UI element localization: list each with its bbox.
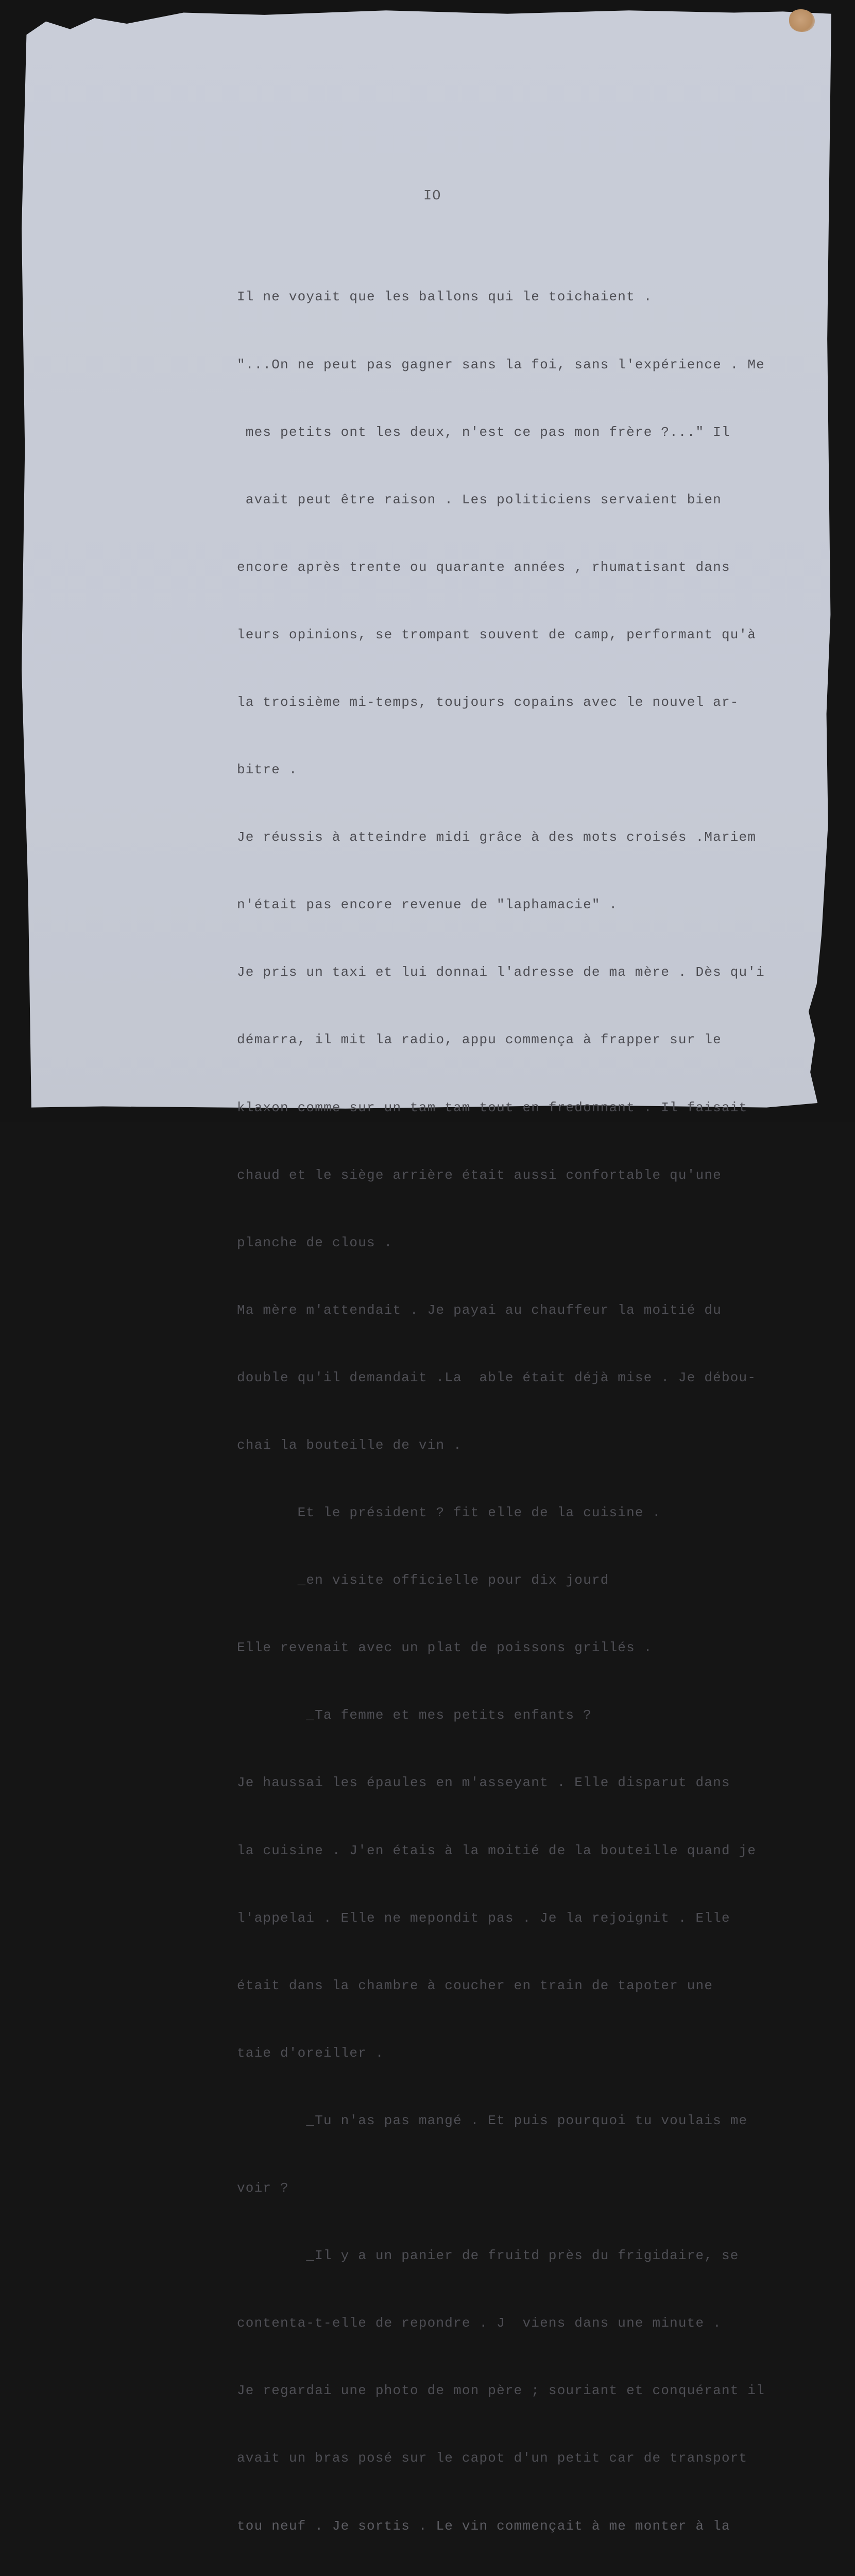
text-line: l'appelai . Elle ne mepondit pas . Je la rejoignit . Elle [237, 1910, 730, 1926]
text-line: la cuisine . J'en étais à la moitié de la bouteille quand je [237, 1842, 757, 1858]
text-line: _en visite officielle pour dix jourd [237, 1572, 609, 1588]
text-line: Il ne voyait que les ballons qui le toichaient . [237, 289, 653, 305]
text-line: Ma mère m'attendait . Je payai au chauffeur la moitié du [237, 1302, 722, 1318]
text-line: Et le président ? fit elle de la cuisine . [237, 1505, 661, 1521]
text-line: chai la bouteille de vin . [237, 1437, 462, 1453]
text-line: mes petits ont les deux, n'est ce pas mon frère ?..." Il [237, 424, 730, 440]
text-line: encore après trente ou quarante années , rhumatisant dans [237, 559, 730, 575]
text-line: klaxon comme sur un tam tam tout en fredonnant . Il faisait [237, 1099, 748, 1115]
text-line: tou neuf . Je sortis . Le vin commençait à me monter à la [237, 2518, 730, 2534]
text-line: avait un bras posé sur le capot d'un petit car de transport [237, 2450, 748, 2466]
text-line: _Il y a un panier de fruitd près du frigidaire, se [237, 2248, 739, 2264]
text-line: n'était pas encore revenue de "laphamacie" . [237, 897, 618, 913]
text-line: bitre . [237, 762, 298, 778]
text-line: taie d'oreiller . [237, 2045, 384, 2061]
text-line: planche de clous . [237, 1234, 393, 1250]
text-line: Elle revenait avec un plat de poissons grillés . [237, 1640, 653, 1656]
page-number: IO [423, 189, 441, 204]
body-text [237, 241, 824, 2576]
text-line: _Ta femme et mes petits enfants ? [237, 1707, 592, 1723]
text-line: Je regardai une photo de mon père ; souriant et conquérant il [237, 2383, 765, 2399]
text-line: avait peut être raison . Les politiciens servaient bien [237, 492, 722, 507]
text-line: voir ? [237, 2180, 289, 2196]
text-line: la troisième mi-temps, toujours copains avec le nouvel ar- [237, 694, 739, 710]
text-line: était dans la chambre à coucher en train de tapoter une [237, 1977, 713, 1993]
text-line: chaud et le siège arrière était aussi confortable qu'une [237, 1167, 722, 1183]
text-line: double qu'il demandait .La able était déjà mise . Je débou- [237, 1369, 757, 1385]
paper-stain [789, 9, 815, 32]
text-line: Je réussis à atteindre midi grâce à des mots croisés .Mariem [237, 829, 757, 845]
text-line: Je haussai les épaules en m'asseyant . Elle disparut dans [237, 1775, 730, 1791]
text-line: _Tu n'as pas mangé . Et puis pourquoi tu voulais me [237, 2112, 748, 2128]
text-line: Je pris un taxi et lui donnai l'adresse de ma mère . Dès qu'i [237, 964, 765, 980]
text-line: "...On ne peut pas gagner sans la foi, sans l'expérience . Me [237, 357, 765, 372]
text-line: leurs opinions, se trompant souvent de camp, performant qu'à [237, 626, 757, 642]
text-line: contenta-t-elle de repondre . J viens dans une minute . [237, 2315, 722, 2331]
text-line: démarra, il mit la radio, appu commença à frapper sur le [237, 1032, 722, 1048]
